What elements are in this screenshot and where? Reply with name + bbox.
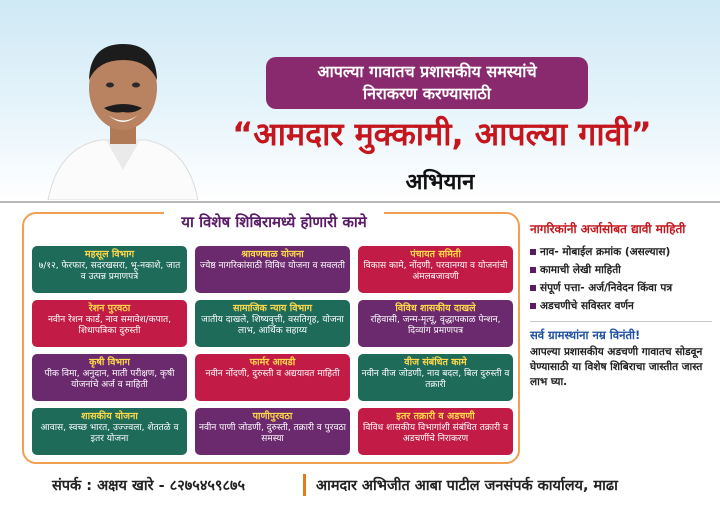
service-card — [195, 300, 350, 347]
service-card-text: विकास कामे, नोंदणी, परवानग्या व योजनांची अंमलबजावणी — [363, 261, 508, 282]
service-card — [32, 300, 187, 347]
service-card-title: कृषी विभाग — [89, 357, 130, 368]
service-card-title: पाणीपुरवठा — [252, 411, 293, 422]
banner-line-2: निराकरण करण्यासाठी — [363, 84, 491, 103]
appeal-text: आपल्या प्रशासकीय अडचणी गावातच सोडवून घेण्यासाठी या विशेष शिबिराचा जास्तीत जास्त लाभ घ्या. — [530, 346, 703, 388]
service-card-title: फार्मर आयडी — [249, 357, 296, 368]
info-list-item: संपूर्ण पत्ता- अर्ज/निवेदन किंवा पत्र — [530, 279, 712, 297]
info-heading: नागरिकांनी अर्जासोबत द्यावी माहिती — [530, 222, 686, 236]
service-card-title: पंचायत समिती — [410, 249, 461, 260]
service-card-text: जातीय दाखले, शिष्यवृत्ती, वसतिगृह, योजना लाभ, आर्थिक सहाय्य — [201, 315, 344, 336]
service-card-text: रहिवासी, जन्म-मृत्यू, वृद्धापकाळ पेन्शन, दिव्यांग प्रमाणपत्र — [370, 315, 501, 336]
service-card-title: इतर तक्रारी व अडचणी — [396, 411, 475, 422]
service-card-title: सामाजिक न्याय विभाग — [233, 303, 312, 314]
footer — [0, 472, 720, 502]
service-card — [32, 354, 187, 401]
service-card-title: रेशन पुरवठा — [88, 303, 131, 314]
service-card-title: महसूल विभाग — [84, 249, 135, 260]
divider — [0, 201, 720, 203]
header-banner — [266, 57, 588, 109]
campaign-subtitle: अभियान — [405, 170, 475, 195]
service-card — [195, 354, 350, 401]
works-panel — [22, 212, 520, 464]
banner-line-1: आपल्या गावातच प्रशासकीय समस्यांचे — [317, 62, 537, 81]
office-name: आमदार अभिजीत आबा पाटील जनसंपर्क कार्यालय, माढा — [316, 478, 618, 494]
service-card-title: वीज संबंधित कामे — [404, 357, 467, 368]
service-card-text: पीक विमा, अनुदान, माती परीक्षण, कृषी योजनांचे अर्ज व माहिती — [44, 369, 175, 390]
info-list — [530, 243, 712, 315]
service-card-text: ज्येष्ठ नागरिकांसाठी विविध योजना व सवलती — [199, 261, 345, 271]
service-card-text: नवीन नोंदणी, दुरुस्ती व अद्ययावत माहिती — [205, 369, 340, 379]
info-list-item: कामाची लेखी माहिती — [530, 261, 712, 279]
service-card-title: शासकीय योजना — [81, 411, 138, 422]
info-list-item: नाव- मोबाईल क्रमांक (असल्यास) — [530, 243, 712, 261]
service-card-text: नवीन रेशन कार्ड, नाव समावेश/कपात, शिधापत्रिका दुरुस्ती — [47, 315, 172, 336]
service-card-title: श्रावणबाळ योजना — [241, 249, 304, 260]
service-card — [32, 246, 187, 293]
service-card-text: विविध शासकीय विभागांशी संबंधित तक्रारी व अडचणींचे निराकरण — [363, 423, 508, 444]
info-divider — [530, 321, 712, 322]
service-card-title: विविध शासकीय दाखले — [395, 303, 476, 314]
service-card — [195, 408, 350, 455]
service-card — [358, 300, 513, 347]
service-card-text: आवास, स्वच्छ भारत, उज्ज्वला, शेततळे व इतर योजना — [40, 423, 179, 444]
appeal-heading: सर्व ग्रामस्थांना नम्र विनंती! — [530, 328, 641, 342]
service-card — [358, 408, 513, 455]
service-card — [32, 408, 187, 455]
info-section — [530, 222, 712, 390]
service-card-text: नवीन वीज जोडणी, नाव बदल, बिल दुरुस्ती व तक्रारी — [361, 369, 510, 390]
service-card-text: नवीन पाणी जोडणी, दुरुस्ती, तक्रारी व पुरवठा समस्या — [198, 423, 347, 444]
service-card — [195, 246, 350, 293]
campaign-title: “आमदार मुक्कामी, आपल्या गावी” — [232, 115, 652, 153]
footer-separator — [303, 474, 306, 496]
works-grid — [32, 246, 513, 455]
service-card — [358, 354, 513, 401]
contact-info: संपर्क : अक्षय खारे - ८२७५४५९८७५ — [52, 478, 246, 494]
service-card-text: ७/१२, फेरफार, सदरखसरा, भू-नकाशे, जात व उत्पन्न प्रमाणपत्रे — [38, 261, 181, 282]
info-list-item: अडचणीचे सविस्तर वर्णन — [530, 297, 712, 315]
service-card — [358, 246, 513, 293]
works-heading: या विशेष शिबिरामध्ये होणारी कामे — [164, 212, 384, 232]
